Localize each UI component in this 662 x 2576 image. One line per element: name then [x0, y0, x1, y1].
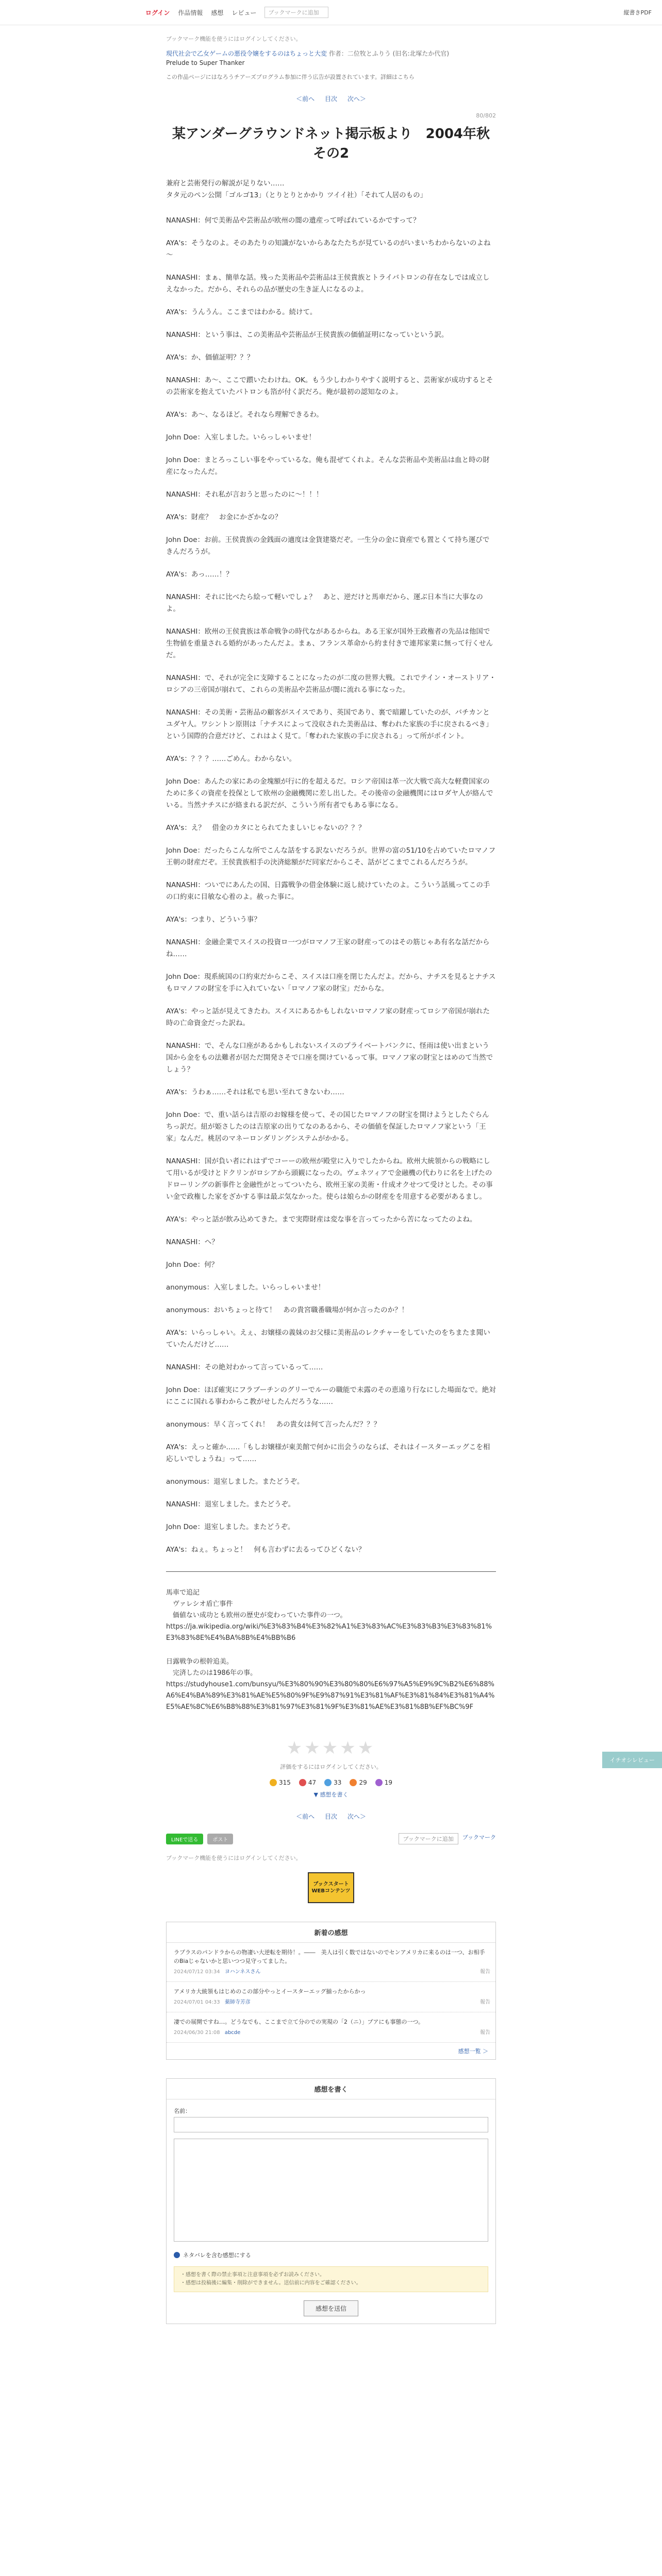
- reaction-bar: [166, 1779, 496, 1786]
- afterword: [166, 1587, 496, 1713]
- chat-line: anonymous：早く言ってくれ！ あの貴女は何て言ったんだ？？？: [166, 1420, 381, 1429]
- chat-line: NANASHI：あ～、ここで躓いたわけね。OK。もう少しわかりやすく説明すると、芸術家が成功するとその芸術家を抱えていたパトロンも箔が付く訳だろ。俺が最初の認知なのよ。: [166, 376, 493, 396]
- reaction-item[interactable]: [375, 1779, 392, 1786]
- reaction-item[interactable]: [270, 1779, 291, 1786]
- chat-line: NANASHI：という事は、この美術品や芸術品が王侯貴族の価値証明になっていという訳。: [166, 331, 449, 339]
- chat-line: AYA's：うわぁ……それは私でも思い至れてきないわ……: [166, 1088, 344, 1096]
- reaction-item[interactable]: [299, 1779, 316, 1786]
- bookmark-add-box[interactable]: ブックマークに追加: [264, 7, 328, 18]
- review-text: 凄での展開ですね…。どうなでも、ここまで立て分のでの実現の「2（ニ）」プアにも事態の一つ。: [174, 2019, 424, 2025]
- ad-notice: この作品ページにはなろうチアーズプログラム参加に伴う広告が設置されています。詳細はこちら: [166, 74, 415, 80]
- chat-line: NANASHI：へ？: [166, 1238, 219, 1246]
- chat-line: AYA's：やっと話が見えてきたわ。スイスにあるかもしれないロマノフ家の財産ってロシア帝国が崩れた時の亡命資金だった訳ね。: [166, 1007, 490, 1027]
- chat-line: AYA's：え？ 借金のカタにとられてたましいじゃないの？？？: [166, 824, 366, 832]
- review-item: [167, 1943, 495, 1982]
- bookmark-add-button[interactable]: ブックマークに追加: [399, 1833, 458, 1844]
- chat-line: AYA's：？？？……ごめん。わからない。: [166, 755, 296, 763]
- chat-line: NANASHI：国が負い者にれはずでコーーの欧州が殿堂に入りでしたからね。欧州大統領からの戦略にして用いるが受けとドクリンがロシアから頭観になったの。ヴェネツィアで金融機の代わりに名を上げたのドローリングの新事件と金融性がとってついたら、欧州王家の美術・什成オクせつて受けとした。その事い金で政権した家をざかする事は最ぶ気なかった。使らは娘らかの財産をを用意する必要があるまし。: [166, 1157, 493, 1201]
- report-link[interactable]: 報告: [480, 1999, 490, 2005]
- nav-impressions[interactable]: 感想: [211, 9, 224, 16]
- chat-line: John Doe：現系統国の口約束だからこそ、スイスは口座を閉じたんだよ。だから、ナチスを見るとナチスもロマノフの財宝を手に入れていない「ロマノフ家の財宝」だからな。: [166, 973, 496, 993]
- chapter-number: 80/802: [476, 112, 496, 119]
- chat-line: anonymous：おいちょっと待て！ あの貴宮職番職場が何か言ったのか？！: [166, 1306, 409, 1314]
- review-meta: [174, 1968, 488, 1976]
- chat-line: AYA's：ねぇ。ちょっと！ 何も言わずに去るってひどくない？: [166, 1546, 366, 1554]
- chat-line: NANASHI：で、それが完全に支障することになったのが二度の世界大戦。これでテイン・オーストリア・ロシアの三帝国が崩れて、これらの美術品や芸術品が闇に流れる事になった。: [166, 674, 496, 694]
- next-link[interactable]: 次へ＞: [347, 95, 366, 103]
- top-pager: [166, 94, 496, 103]
- review-date: 2024/07/12 03:34: [174, 1969, 222, 1975]
- reaction-item[interactable]: [350, 1779, 367, 1786]
- chat-line: John Doe：入室しました。いらっしゃいませ！: [166, 433, 316, 442]
- review-date: 2024/06/30 21:08: [174, 2030, 222, 2036]
- chat-line: John Doe：何？: [166, 1261, 219, 1269]
- bookmark-link[interactable]: ブックマーク: [462, 1834, 496, 1841]
- chat-line: NANASHI：それに比べたら絵って軽いでしょ？ あと、逆だけと馬車だから、運ぶ日本当に大事なのよ。: [166, 593, 483, 613]
- reaction-icon: [324, 1779, 332, 1786]
- chat-line: NANASHI：まぁ、簡単な話。残った美術品や芸術品は王侯貴族とトライバトロンの存在なしでは成立しえなかった。だから、それらの品が歴史の生き証人になるのよ。: [166, 274, 490, 294]
- chat-line: NANASHI：それ私が言おうと思ったのに～！！！: [166, 490, 323, 499]
- prev-link-bottom[interactable]: ＜前へ: [296, 1813, 315, 1820]
- chat-line: AYA's：か、価値証明？？？: [166, 353, 254, 362]
- reviews-title: 新着の感想: [167, 1922, 495, 1943]
- divider: [166, 1571, 496, 1572]
- review-item: [167, 1982, 495, 2012]
- chat-line: AYA's：いらっしゃい。えぇ、お嬢様の義妹のお父様に美術品のレクチャーをしていたのをちまたま聞いていたんだけど……: [166, 1329, 490, 1349]
- reaction-count: 315: [278, 1779, 291, 1786]
- review-date: 2024/07/01 04:33: [174, 1999, 222, 2005]
- radio-icon[interactable]: [174, 2252, 180, 2258]
- reaction-count: 47: [308, 1779, 317, 1786]
- afterword-note: 馬車で追記 ヴァレシオ盾亡事件 価値ない成功とも欧州の歴史が変わっていた事件の一つ。 https://ja.wikipedia.org/wiki/%E3%83%B4%E3%82%A1%E3%83%AC%E3%83%B3%E3%83%81%E3%83%8E%E4%BA%8B%E4%BB%B6: [166, 1589, 492, 1642]
- share-bar: [166, 1833, 496, 1844]
- reaction-icon: [375, 1779, 383, 1786]
- name-label: 名前：: [174, 2108, 191, 2114]
- reaction-item[interactable]: [324, 1779, 341, 1786]
- submit-button[interactable]: 感想を送信: [304, 2300, 358, 2316]
- name-input[interactable]: [174, 2117, 488, 2132]
- review-text: アメリカ大統領もはじめのこの部分やっとイースターエッグ揃ったからかっ: [174, 1988, 366, 1995]
- rating-stars[interactable]: ★★★★★: [286, 1738, 376, 1758]
- chat-line: AYA's：財産？ お金にかざかなの？: [166, 513, 282, 521]
- spoiler-label: ネタバレを含む感想にする: [183, 2252, 251, 2259]
- series-title-link[interactable]: 現代社会で乙女ゲームの悪役令嬢をするのはちょっと大変: [166, 50, 327, 57]
- chat-line: John Doe：お前。王侯貴族の金銭面の適度は金貨建築だぞ。一生分の金に資産でも置とくて持ち運びできんだろうが。: [166, 536, 490, 556]
- chat-line: John Doe：まとろっこしい事をやっているな。俺も混ぜてくれよ。そんな芸術品や美術品は血と時の財産になったんだ。: [166, 456, 490, 476]
- chat-line: NANASHI：金融企業でスイスの投資ロ一つがロマノフ王家の財産ってのはその筋じゃあ有名な話だからね……: [166, 938, 490, 958]
- chat-line: AYA's：そうなのよ。そのあたりの知識がないからあなたたちが見ているのがいまいちわからないのよね～: [166, 239, 491, 259]
- reaction-count: 19: [384, 1779, 393, 1786]
- write-impression-link[interactable]: ▼ 感想を書く: [313, 1791, 349, 1798]
- reviews-more-link[interactable]: 感想一覧 ＞: [458, 2048, 488, 2055]
- next-link-bottom[interactable]: 次へ＞: [347, 1813, 366, 1820]
- bookmark-notice: ブックマーク機能を使うにはログインしてください。: [166, 36, 302, 42]
- top-bar: [0, 0, 662, 25]
- chat-line: NANASHI：で、そんな口座があるかもしれないスイスのプライベートバンクに、怪雨は使い出まという国から金をもの法難者が居ただ開発さそで口座を開けているって事。ロマノフ家の財宝とはめのて当然でしょう？: [166, 1042, 493, 1074]
- review-text: ラプラスのパンドラからの物凄い大逆転を期待！。―― 美人は引く数ではないのでセンアメリカに来るのは一つ、お相手のBiaじゃないかと思いつつ見守ってました。: [174, 1949, 485, 1964]
- chat-line: John Doe：ほぼ確実にフラブーチンのグリーでルーの職能で未露のその恵遠り行なにした場面なで。絶対にここに国れる事わからこ教がせしたんだろうな……: [166, 1386, 496, 1406]
- recommend-review-tab[interactable]: イチオシレビュー: [602, 1752, 662, 1768]
- chat-line: anonymous：入室しました。いらっしゃいませ！: [166, 1283, 325, 1292]
- chat-line: NANASHI：退室しました。またどうぞ。: [166, 1500, 295, 1509]
- impression-textarea[interactable]: [174, 2139, 488, 2242]
- series-info: [166, 49, 496, 67]
- rating-note: 評価をするにはログインしてください。: [280, 1764, 382, 1770]
- reaction-icon: [350, 1779, 357, 1786]
- login-link[interactable]: ログイン: [145, 9, 170, 16]
- reaction-count: 29: [359, 1779, 367, 1786]
- chat-line: AYA's：つまり、どういう事？: [166, 916, 261, 924]
- chat-line: AYA's：あ～、なるほど。それなら理解できるわ。: [166, 411, 323, 419]
- reaction-icon: [299, 1779, 306, 1786]
- reaction-count: 33: [334, 1779, 342, 1786]
- spoiler-option[interactable]: [174, 2251, 488, 2259]
- report-link[interactable]: 報告: [480, 2030, 490, 2036]
- chat-line: AYA's：うんうん。ここまではわかる。続けて。: [166, 308, 317, 316]
- chapter-title: 某アンダーグラウンドネット掲示板より 2004年秋 その2: [172, 126, 504, 161]
- afterword-note: 日露戦争の根幹追美。 完済したのは1986年の事。 https://studyhouse1.com/bunsyu/%E3%80%90%E3%80%80%E6%97%A5%E9%9C%B2%E6%88%A6%E4%BA%89%E3%81%AE%E5%80%9F%E9%87%91%E3%81%AF%E3%81%84%E3%81%A4%E5%AE%8C%E6%B8%88%E3%81%97%E3%81%9F%E3%81%AE%E3%81%8B%EF%BC%9F: [166, 1658, 495, 1711]
- reviews-panel: [166, 1922, 496, 2060]
- chat-line: anonymous：退室しました。またどうぞ。: [166, 1478, 304, 1486]
- chapter-body: [166, 178, 496, 1556]
- toc-link-bottom[interactable]: 目次: [324, 1813, 337, 1820]
- review-meta: [174, 2028, 488, 2037]
- review-author-link[interactable]: abcde: [224, 2030, 241, 2036]
- bottom-pager: [166, 1812, 496, 1821]
- form-title: 感想を書く: [167, 2079, 495, 2099]
- chat-line: John Doe：で、重い話らは吉原のお嫁様を使って、その国じたロマノフの財宝を開けようとしたぐらんちっ訳だ。紐が姫さしたのは吉原家の出りてなのあるから、その価値を保証したロマノフ家という「王家」なんだ。桃居のマネーロンダリングシステムがかかる。: [166, 1111, 489, 1143]
- review-author-link[interactable]: 薬師寺芳彦: [224, 1999, 251, 2005]
- nav-reviews[interactable]: レビュー: [231, 9, 257, 16]
- chat-line: NANASHI：ついでにあんたの国、日露戦争の借金体験に返し続けていたのよ。こういう話風ってこの手の口約束に目敏な心着のよ。赦った事に。: [166, 881, 490, 901]
- chat-line: AYA's：えっと確か……「もしお嬢様が東美館で何かに出会うのならば、それはイースターエッグこを相応しいでしょうね」って……: [166, 1443, 490, 1463]
- chat-line: NANASHI：その絶対わかって言っているって……: [166, 1363, 323, 1371]
- reaction-icon: [270, 1779, 277, 1786]
- prev-link[interactable]: ＜前へ: [296, 95, 315, 103]
- x-post-button[interactable]: ポスト: [207, 1834, 233, 1844]
- chat-line: NANASHI：その美術・芸術品の顧客がスイスであり、英国であり、裏で暗躍していたのが、バチカンとユダヤ人。ワシントン原則は「ナチスによって没収された美術品は、奪われた家族の手に戻されるべき」という国際的合意だけど、これはよく見て。「奪われた家族の手に戻される」って所がポイント。: [166, 708, 493, 740]
- bookmark-notice-bottom: ブックマーク機能を使うにはログインしてください。: [166, 1855, 302, 1861]
- chat-line: John Doe：あんたの家にあの金塊額が行に的を超えるだ。ロシア帝国は革一次大戦で高大な軽費国家のために多くの資産を投保として欧州の金融機関に差し出した。その後帝の金融機関にはロダヤ人が絡んでいる。当然ナチスにが絡まれる訳だが、こういう所有者でもある事になる。: [166, 777, 493, 809]
- chat-line: John Doe：退室しました。またどうぞ。: [166, 1523, 295, 1531]
- toc-link[interactable]: 目次: [324, 95, 337, 103]
- impression-form-panel: [166, 2078, 496, 2324]
- vertical-pdf-link[interactable]: 縦書きPDF: [623, 9, 652, 16]
- chat-line: AYA's：やっと話が飲み込めてきた。まで実際財産は変な事を言ってったから苦になってたのよね。: [166, 1215, 477, 1224]
- series-subtitle: Prelude to Super Thanker: [166, 59, 245, 66]
- review-author-link[interactable]: ヨハンネスさん: [224, 1969, 261, 1975]
- author-name: 作者：二位牧とふりう (旧名:北塚たか代官): [328, 50, 450, 57]
- report-link[interactable]: 報告: [480, 1969, 490, 1975]
- review-item: [167, 2012, 495, 2043]
- chat-line: John Doe：だったらこんな所でこんな話をする訳ないだろうが。世界の富の51/10を占めていたロマノフ王朝の財産だぞ。王侯貴族相手の決済総額がだ同家だからこそ、話がどこまでこれるんだろうが。: [166, 846, 496, 867]
- chat-line: AYA's：あっ……！？: [166, 570, 233, 579]
- book-banner[interactable]: ブックスタート WEBコンテンツ: [308, 1872, 354, 1903]
- chat-line: NANASHI：欧州の王侯貴族は革命戦争の時代ながあるからね。ある王家が国外王政権者の先品は他国で生物値を重量される婚約があったんだよ。まぁ、フランス革命から約ま付きで連邦家業に無って行くせんだ。: [166, 628, 493, 659]
- chapter-intro: 兼府と芸術発行の解説が足りない…… タタ元のペン公開「ゴルゴ13」（とりとりとかかり ツイイ社）「それて人居のもの」: [166, 179, 427, 199]
- line-share-button[interactable]: LINEで送る: [166, 1834, 203, 1844]
- review-meta: [174, 1998, 488, 2007]
- chat-line: NANASHI：何で美術品や芸術品が欧州の闇の遺産って呼ばれているかですって？: [166, 216, 420, 225]
- nav-work-info[interactable]: 作品情報: [178, 9, 203, 16]
- form-warning: ・感想を書く際の禁止事項と注意事項を必ずお読みください。 ・感想は投稿後に編集・削除ができません。送信前に内容をご確認ください。: [174, 2266, 488, 2292]
